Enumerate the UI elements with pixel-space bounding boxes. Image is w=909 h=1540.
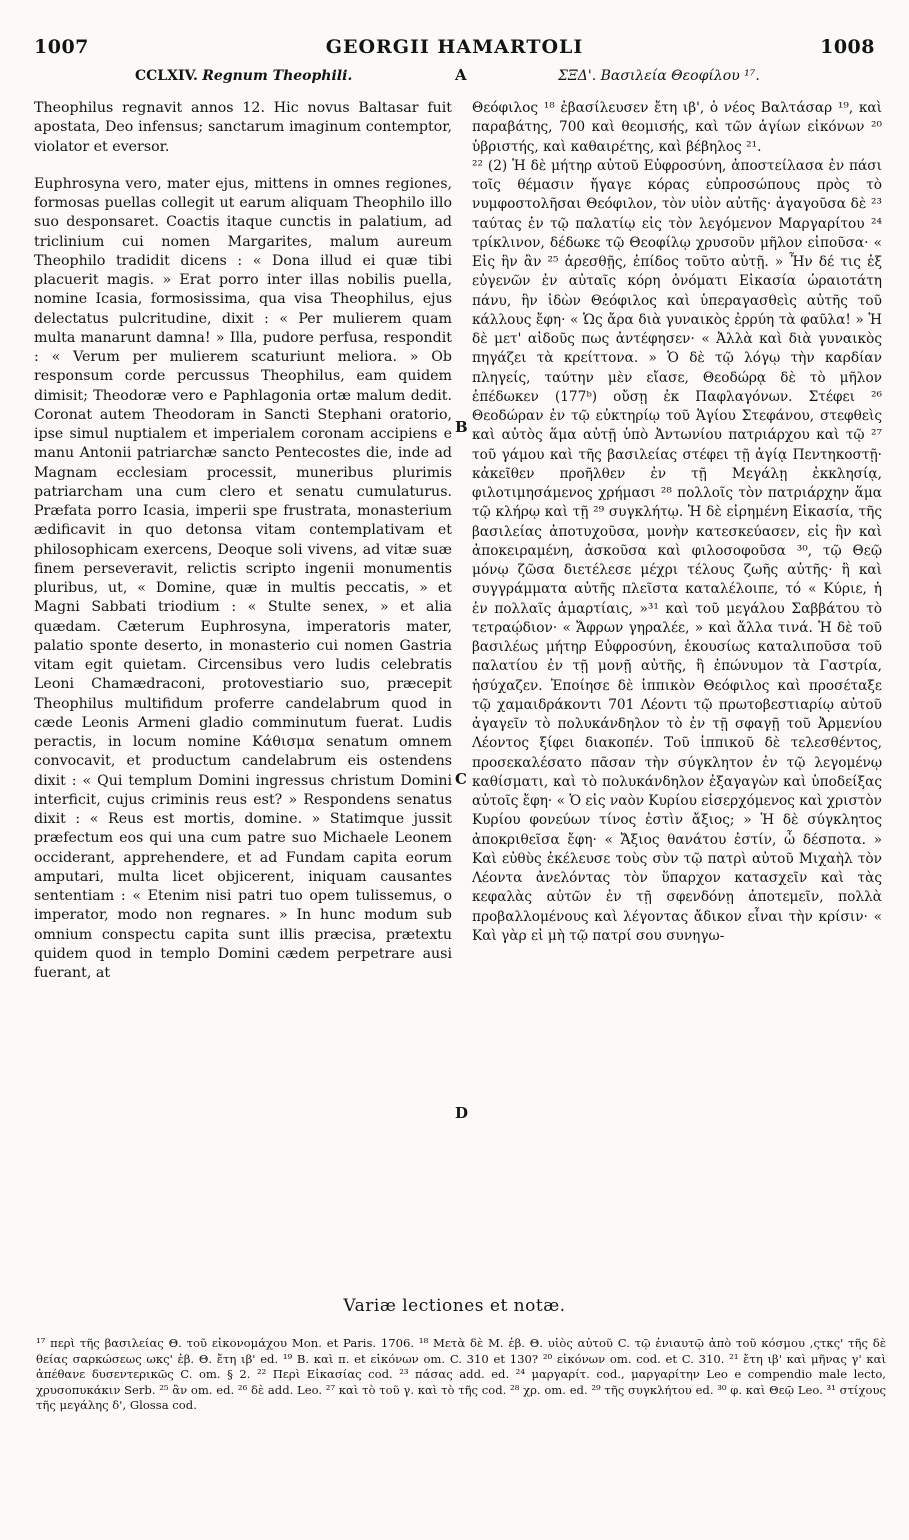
latin-section-numeral: CCLXIV.	[135, 68, 198, 84]
latin-column	[34, 99, 452, 983]
page-number-right: 1008	[820, 36, 875, 58]
column-marker-c: C	[455, 770, 467, 788]
greek-column	[472, 99, 882, 946]
greek-paragraph-1: Θεόφιλος ¹⁸ ἐβασίλευσεν ἔτη ιβ', ὁ νέος Βαλτάσαρ ¹⁹, καὶ παραβάτης, 700 καὶ θεομισής, καὶ τῶν ἁγίων εἰκόνων ²⁰ ὑβριστής, καὶ καθαιρέτης, καὶ βέβηλος ²¹.	[472, 100, 882, 155]
latin-section-title: Regnum Theophili.	[202, 68, 353, 84]
column-marker-a: A	[455, 66, 467, 84]
greek-paragraph-2: ²² (2) Ἡ δὲ μήτηρ αὐτοῦ Εὐφροσύνη, ἀποστείλασα ἐν πάσι τοῖς θέμασιν ἤγαγε κόρας εὐπροσώπους πρὸς τὸ νυμφοστολῆσαι Θεόφιλον, τὸν υἱὸν αὐτῆς· ἀγαγοῦσα δὲ ²³ ταύτας ἐν τῷ παλατίῳ εἰς τὸν λεγόμενον Μαργαρίτου ²⁴ τρίκλινον, δέδωκε τῷ Θεοφίλῳ χρυσοῦν μῆλον εἰποῦσα· « Εἰς ἣν ἂν ²⁵ ἀρεσθῇς, ἐπίδος τοῦτο αὐτῇ. » Ἦν δέ τις ἐξ εὐγενῶν ἐν αὐταῖς κόρη ὀνόματι Εἰκασία ὡραιοτάτη πάνυ, ἣν ἰδὼν Θεόφιλος καὶ ὑπεραγασθεὶς αὐτῆς τοῦ κάλλους ἔφη· « Ὡς ἄρα διὰ γυναικὸς ἐρρύη τὰ φαῦλα! » Ἡ δὲ μετ' αἰδοῦς πως ἀντέφησεν· « Ἀλλὰ καὶ διὰ γυναικὸς πηγάζει τὰ κρείττονα. » Ὁ δὲ τῷ λόγῳ τὴν καρδίαν πληγείς, ταύτην μὲν εἴασε, Θεοδώρᾳ δὲ τὸ μῆλον ἐπέδωκεν (177ᵇ) οὔσῃ ἐκ Παφλαγόνων. Στέφει ²⁶ Θεοδώραν ἐν τῷ εὐκτηρίῳ τοῦ Ἁγίου Στεφάνου, στεφθεὶς καὶ αὐτὸς ἅμα αὐτῇ ὑπὸ Ἀντωνίου πατριάρχου καὶ τῷ ²⁷ τοῦ γάμου καὶ τῆς βασιλείας στέφει τῇ ἁγίᾳ Πεντηκοστῇ· κἀκεῖθεν προῆλθεν ἐν τῇ Μεγάλῃ ἐκκλησίᾳ, φιλοτιμησάμενος χρήμασι ²⁸ πολλοῖς τὸν πατριάρχην ἅμα τῷ κλήρῳ καὶ τῇ ²⁹ συγκλήτῳ. Ἡ δὲ εἰρημένη Εἰκασία, τῆς βασιλείας ἀποτυχοῦσα, μονὴν κατεσκεύασεν, εἰς ἣν καὶ ἀποκειραμένη, ἀσκοῦσα καὶ φιλοσοφοῦσα ³⁰, τῷ Θεῷ μόνῳ ζῶσα διετέλεσε μέχρι τέλους ζωῆς αὐτῆς· ἣ καὶ συγγράμματα αὐτῆς πλεῖστα καταλέλοιπε, τό « Κύριε, ἡ ἐν πολλαῖς ἁμαρτίαις, »³¹ καὶ τοῦ μεγάλου Σαββάτου τὸ τετραῴδιον· « Ἄφρων γηραλέε, » καὶ ἄλλα τινά. Ἡ δὲ τοῦ βασιλέως μήτηρ Εὐφροσύνη, ἑκουσίως καταλιποῦσα τοῦ παλατίου ἐν τῇ μονῇ αὐτῆς, ἣ ἐπώνυμον τὰ Γαστρία, ἡσύχαζεν. Ἐποίησε δὲ ἱππικὸν Θεόφιλος καὶ προσέταξε τῷ χαμαιδράκοντι 701 Λέοντι τῷ πρωτοβεστιαρίῳ αὐτοῦ ἀγαγεῖν τὸ πολυκάνδηλον τὸ ἐν τῇ σφαγῇ τοῦ Ἀρμενίου Λέοντος ξίφει διακοπέν. Τοῦ ἱππικοῦ δὲ τελεσθέντος, προσεκαλέσατο πᾶσαν τὴν σύγκλητον ἐν τῷ λεγομένῳ καθίσματι, καὶ τὸ πολυκάνδηλον ἐξαγαγὼν καὶ ὑποδείξας αὐτοῖς ἔφη· « Ὁ εἰς ναὸν Κυρίου εἰσερχόμενος καὶ χριστὸν Κυρίου φονεύων τίνος ἐστὶν ἄξιος; » Ἡ δὲ σύγκλητος ἀποκριθεῖσα ἔφη· « Ἄξιος θανάτου ἐστίν, ὦ δέσποτα. » Καὶ εὐθὺς ἐκέλευσε τοὺς σὺν τῷ πατρὶ αὐτοῦ Μιχαὴλ τὸν Λέοντα ἀνελόντας τὸν ὕπαρχον κατασχεῖν καὶ τὰς κεφαλὰς αὐτῶν ἐν τῇ σφενδόνῃ ἀποτεμεῖν, πολλὰ προβαλλομένους καὶ λέγοντας ἄδικον εἶναι τὴν κρίσιν· « Καὶ γὰρ εἰ μὴ τῷ πατρί σου συνηγω-	[472, 157, 882, 944]
latin-section-heading	[135, 68, 352, 84]
notes-heading: Variæ lectiones et notæ.	[343, 1296, 566, 1316]
column-marker-d: D	[455, 1104, 469, 1122]
running-title: GEORGII HAMARTOLI	[325, 36, 584, 58]
column-marker-b: B	[455, 418, 468, 436]
latin-paragraph-2: Euphrosyna vero, mater ejus, mittens in omnes regiones, formosas puellas collegit ut earum aliquam Theophilo illo suo desponsaret. Coactis itaque cunctis in palatium, ad triclinium cui nomen Margarites, malum aureum Theophilo tradidit dicens : « Dona illud ei quæ tibi placuerit magis. » Erat porro inter illas nobilis puella, nomine Icasia, formosissima, qua visa Theophilus, ejus delectatus pulcritudine, dixit : « Per mulierem quam multa manarunt damna! » Illa, pudore perfusa, respondit : « Verum per mulierem scaturiunt meliora. » Ob responsum corde percussus Theophilus, eam quidem dimisit; Theodoræ vero e Paphlagonia ortæ malum dedit. Coronat autem Theodoram in Sancti Stephani oratorio, ipse simul nuptialem et imperialem coronam accipiens e manu Antonii patriarchæ sancto Pentecostes die, inde ad Magnam ecclesiam processit, muneribus plurimis patriarcham una cum clero et senatu cumulaturus. Præfata porro Icasia, imperii spe frustrata, monasterium ædificavit in quo detonsa vitam contemplativam et philosophicam exercens, Deoque soli vivens, ad vitæ suæ finem perseveravit, relictis scripto ingenii monumentis pluribus, ut, « Domine, quæ in multis peccatis, » et Magni Sabbati triodium : « Stulte senex, » et alia quædam. Cæterum Euphrosyna, imperatoris mater, palatio sponte deserto, in monasterio cui nomen Gastria vitam egit quietam. Circensibus vero ludis celebratis Leoni Chamædraconi, protovestiario suo, præcepit Theophilus multifidum proferre candelabrum quod in cæde Leonis Armeni gladio comminutum fuerat. Ludis peractis, in locum nomine Κάθισμα senatum omnem convocavit, et productum candelabrum eis ostendens dixit : « Qui templum Domini ingressus christum Domini interficit, cujus criminis reus est? » Respondens senatus dixit : « Reus est mortis, domine. » Statimque jussit præfectum eos qui una cum patre suo Michaele Leonem occiderant, apprehendere, et ad Fundam capita eorum amputari, multa licet objicerent, iniquam causantes sententiam : « Etenim nisi patri tuo opem tulissemus, o imperator, modo non regnares. » In hunc modum sub omnium conspectu capita sunt illis præcisa, prætextu quidem quod in templo Domini cædem perpetrare ausi fuerant, at	[34, 175, 452, 981]
page-header	[30, 36, 879, 62]
latin-paragraph-1: Theophilus regnavit annos 12. Hic novus Baltasar fuit apostata, Deo infensus; sanctarum imaginum contemptor, violator et eversor.	[34, 100, 452, 155]
variant-readings-notes: ¹⁷ περὶ τῆς βασιλείας Θ. τοῦ εἰκονομάχου Mon. et Paris. 1706. ¹⁸ Μετὰ δὲ Μ. ἐβ. Θ. υἱὸς αὐτοῦ C. τῷ ἐνιαυτῷ ἀπὸ τοῦ κόσμου ,ςτκς' τῆς δὲ θείας σαρκώσεως ωκς' ἐβ. Θ. ἔτη ιβ' ed. ¹⁹ Β. καὶ π. et εἰκόνων om. C. 310 et 130? ²⁰ εἰκόνων om. cod. et C. 310. ²¹ ἔτη ιβ' καὶ μῆνας γ' καὶ ἀπέθανε δυσεντερικῶς C. om. § 2. ²² Περὶ Εἰκασίας cod. ²³ πάσας add. ed. ²⁴ μαργαρίτ. cod., μαργαρίτην Leo e compendio male lecto, χρυσοπυκάκιν Serb. ²⁵ ἂν om. ed. ²⁶ δὲ add. Leo. ²⁷ καὶ τὸ τοῦ γ. καὶ τὸ τῆς cod. ²⁸ χρ. om. ed. ²⁹ τῆς συγκλήτου ed. ³⁰ φ. καὶ Θεῷ Leo. ³¹ στίχους τῆς μεγάλης δ', Glossa cod.	[36, 1336, 886, 1412]
page-number-left: 1007	[34, 36, 89, 58]
greek-section-heading: ΣΞΔ'. Βασιλεία Θεοφίλου ¹⁷.	[558, 68, 760, 84]
